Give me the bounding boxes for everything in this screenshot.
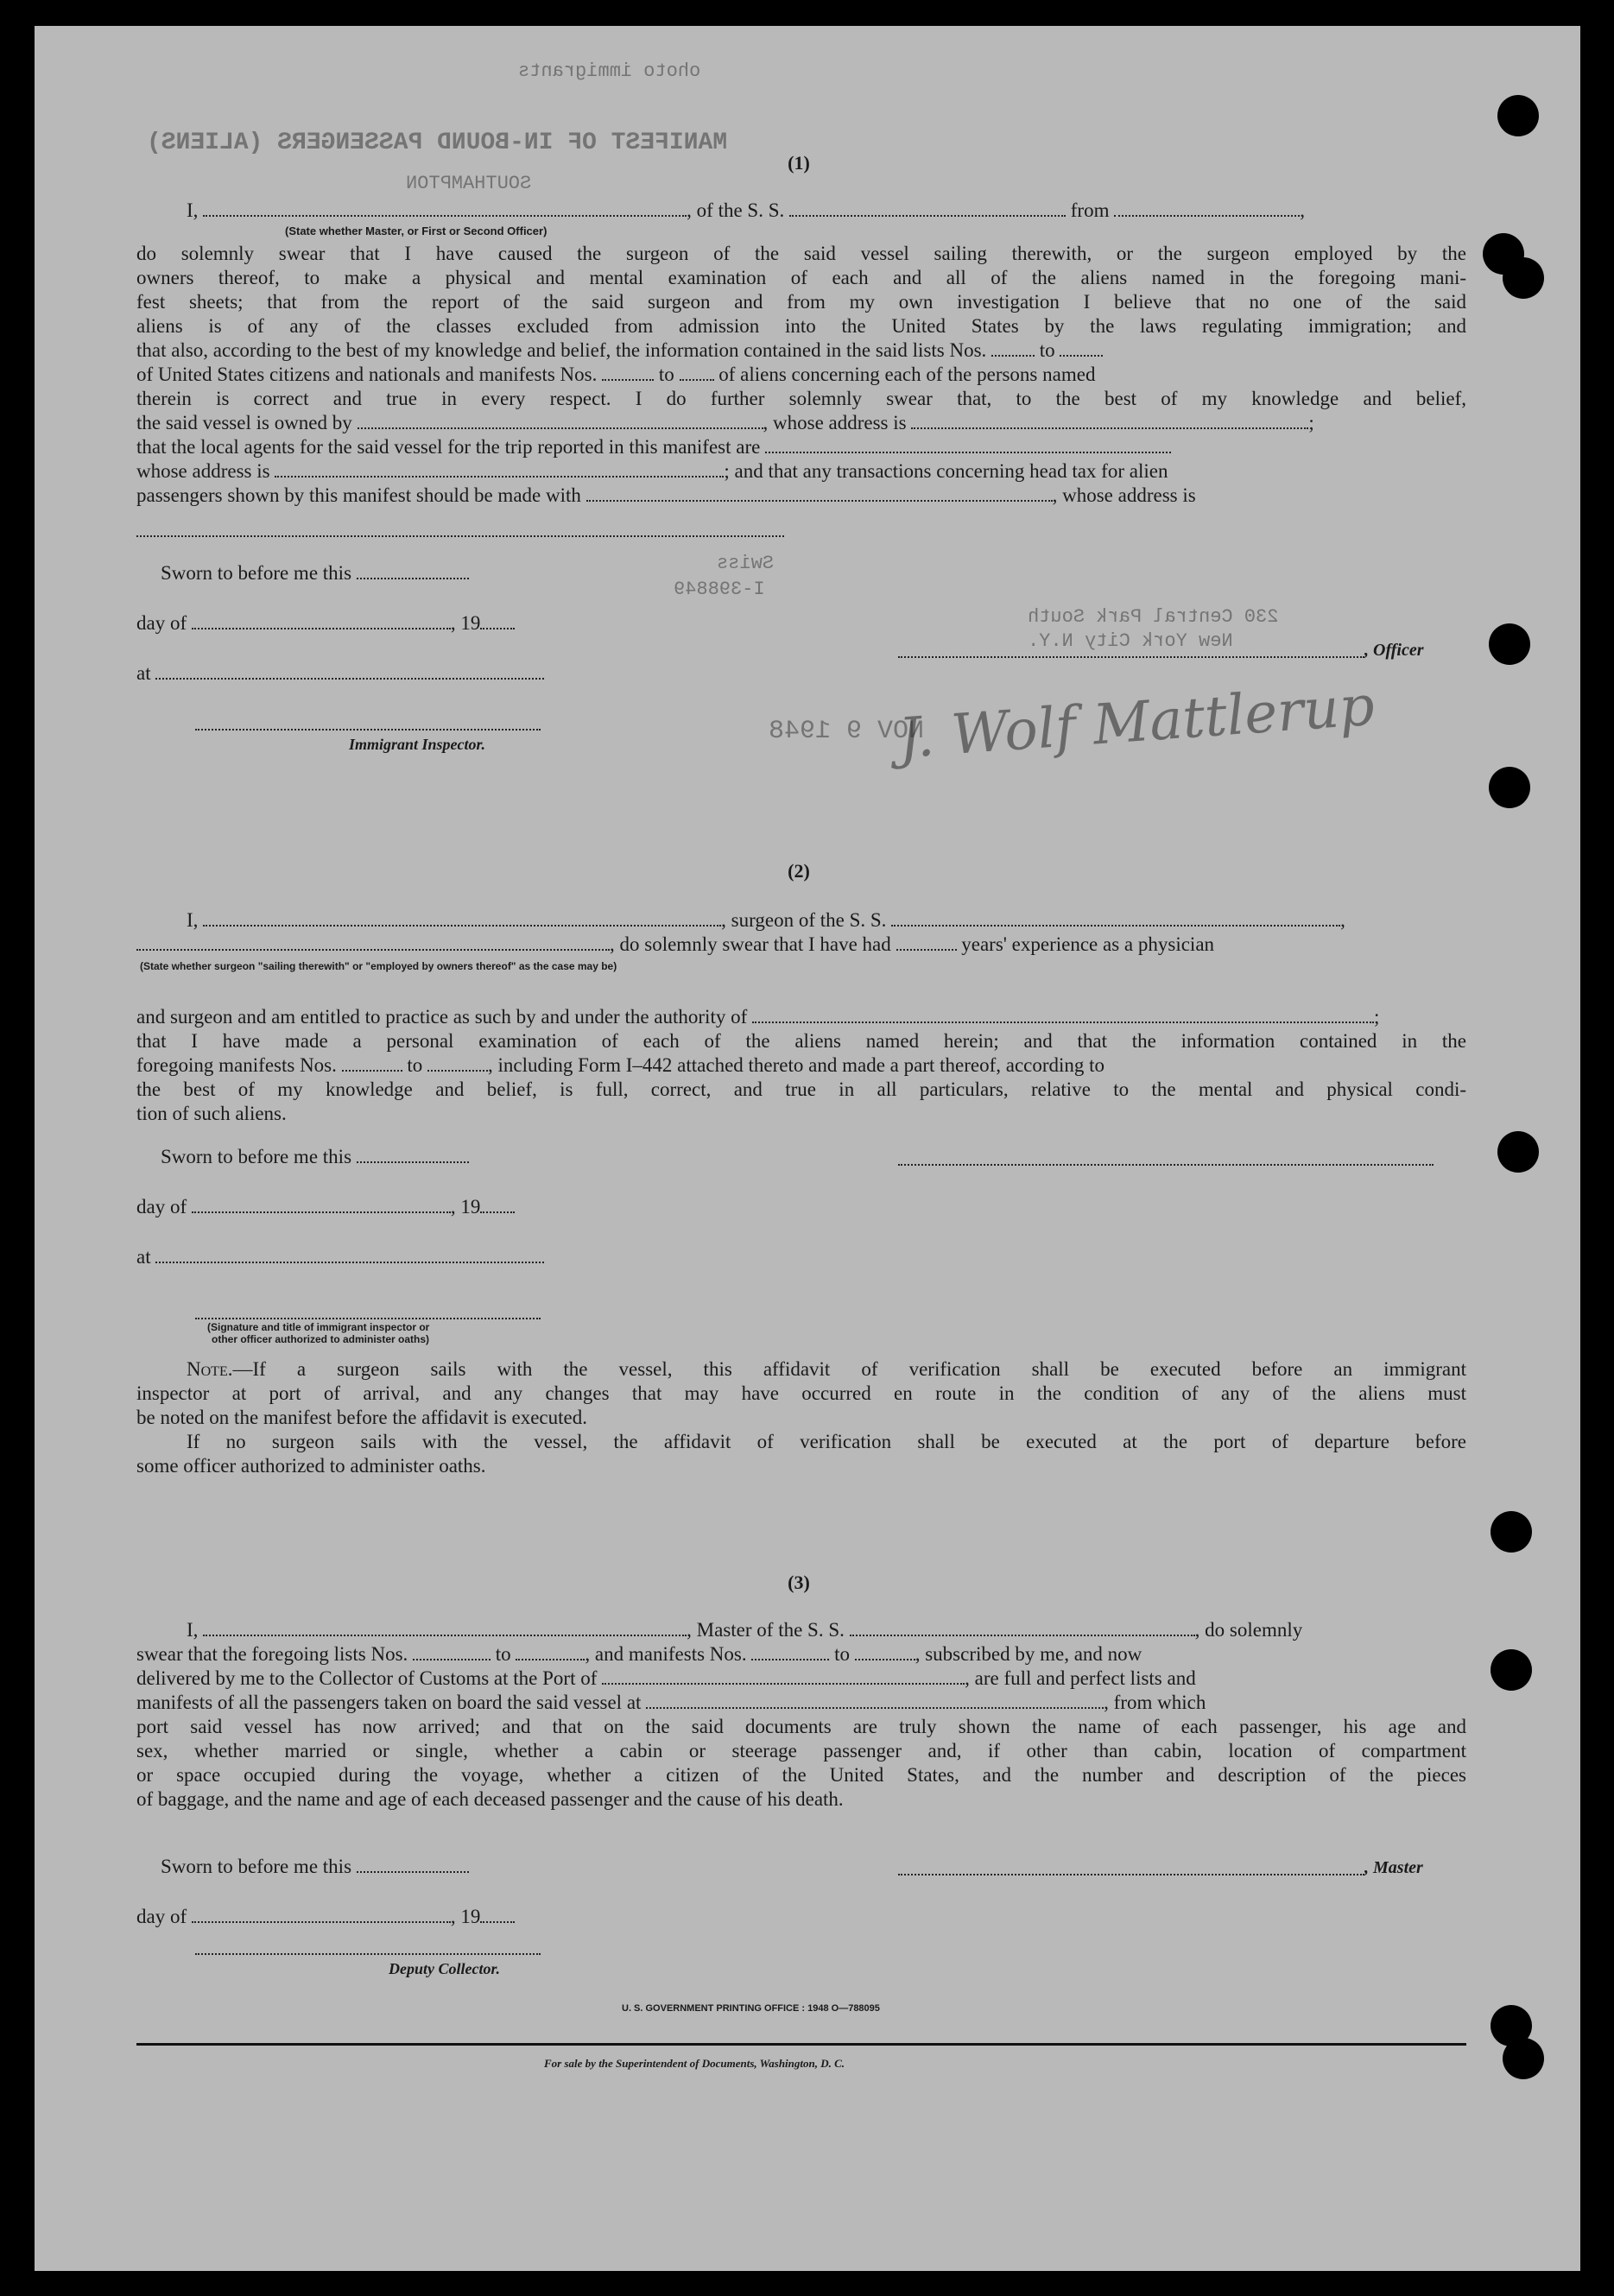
at-place-field[interactable] bbox=[155, 1246, 544, 1263]
day-of-label: day of bbox=[136, 1906, 187, 1927]
solemnly-label: , do solemnly bbox=[1194, 1619, 1303, 1641]
punch-hole bbox=[1489, 623, 1530, 665]
year-field[interactable] bbox=[480, 612, 515, 629]
day-of-label: day of bbox=[136, 1196, 187, 1218]
s3-line bbox=[136, 1667, 1196, 1691]
officer-line: I, , of the S. S. from , bbox=[187, 199, 1305, 221]
s1-line bbox=[136, 338, 1103, 363]
manifests-label: foregoing manifests Nos. bbox=[136, 1054, 337, 1076]
form-label: , including Form I–442 attached thereto and made a part thereof, according to bbox=[488, 1054, 1105, 1076]
sworn-label: Sworn to before me this bbox=[161, 1146, 352, 1167]
punch-hole bbox=[1491, 1649, 1532, 1691]
at-label: at bbox=[136, 662, 151, 684]
manifests-to-field[interactable] bbox=[427, 1054, 488, 1072]
officer-name-field[interactable] bbox=[203, 199, 687, 217]
agents-address-field[interactable] bbox=[275, 460, 724, 478]
section-1-heading: (1) bbox=[788, 152, 810, 174]
to-label: to bbox=[407, 1054, 423, 1076]
note-line: some officer authorized to administer oaths. bbox=[136, 1455, 486, 1477]
inspector-signature-line[interactable] bbox=[195, 729, 541, 731]
of-ss-label: , of the S. S. bbox=[687, 199, 785, 221]
manifests-from-field[interactable] bbox=[751, 1643, 829, 1660]
lists-from-field[interactable] bbox=[413, 1643, 491, 1660]
deputy-signature-line[interactable] bbox=[195, 1953, 541, 1955]
swear-label: , do solemnly swear that I have had bbox=[610, 933, 891, 955]
owner-address-field[interactable] bbox=[911, 412, 1308, 429]
manifests-to-field[interactable] bbox=[680, 364, 714, 381]
address-label: , whose address is bbox=[763, 412, 907, 433]
master-signature-line[interactable] bbox=[898, 1874, 1364, 1875]
s2-line bbox=[136, 1053, 1104, 1078]
show-through-text: 230 Central Park South bbox=[1028, 606, 1279, 628]
port-field[interactable] bbox=[602, 1667, 965, 1685]
footer-rule bbox=[136, 2043, 1466, 2046]
lists-full-label: , are full and perfect lists and bbox=[965, 1667, 1196, 1689]
authority-field[interactable] bbox=[752, 1006, 1374, 1023]
address-continuation-line bbox=[136, 535, 784, 537]
s1-line: aliens is of any of the classes excluded from admission into the United States by the laws regulating immigration; and bbox=[136, 315, 1466, 337]
handwritten-signature: J. Wolf Mattlerup bbox=[896, 674, 1377, 772]
i-label: I, bbox=[187, 199, 199, 221]
at-line bbox=[136, 1245, 544, 1269]
month-field[interactable] bbox=[192, 1906, 451, 1923]
punch-hole bbox=[1497, 95, 1539, 136]
note-line: inspector at port of arrival, and any changes that may have occurred en route in the condition of any of the aliens must bbox=[136, 1382, 1466, 1404]
subscribed-label: , subscribed by me, and now bbox=[915, 1643, 1142, 1665]
at-label: at bbox=[136, 1246, 151, 1268]
surgeon-line bbox=[136, 933, 1214, 957]
ship-name-field[interactable] bbox=[891, 909, 1340, 927]
sworn-date-field[interactable] bbox=[357, 1856, 469, 1873]
section-3-heading: (3) bbox=[788, 1572, 810, 1593]
sworn-line bbox=[161, 561, 469, 585]
year-field[interactable] bbox=[480, 1906, 515, 1923]
to-label: to bbox=[1039, 339, 1055, 361]
head-tax-label: ; and that any transactions concerning head tax for alien bbox=[724, 460, 1168, 482]
at-place-field[interactable] bbox=[155, 662, 544, 680]
punch-hole bbox=[1503, 2038, 1544, 2079]
sworn-label: Sworn to before me this bbox=[161, 562, 352, 584]
master-of-label: , Master of the S. S. bbox=[687, 1619, 845, 1641]
officer-caption: , Officer bbox=[1364, 641, 1424, 660]
to-label: to bbox=[834, 1643, 850, 1665]
authority-label: and surgeon and am entitled to practice as such by and under the authority of bbox=[136, 1006, 748, 1028]
note-text: —If a surgeon sails with the vessel, this affidavit of verification shall be executed before an immigrant bbox=[232, 1358, 1466, 1380]
sworn-line bbox=[161, 1855, 469, 1879]
s1-line: the said vessel is owned by , whose address is ; bbox=[136, 412, 1314, 433]
note-line bbox=[187, 1357, 1466, 1382]
sworn-line bbox=[161, 1145, 469, 1169]
s1-line bbox=[136, 459, 1168, 484]
day-of-line bbox=[136, 611, 515, 636]
owned-by-label: the said vessel is owned by bbox=[136, 412, 352, 433]
at-line bbox=[136, 661, 544, 686]
aliens-label: of aliens concerning each of the persons named bbox=[718, 364, 1096, 385]
from-which-label: , from which bbox=[1104, 1692, 1206, 1713]
day-of-line bbox=[136, 1195, 515, 1219]
surgeon-signature-line[interactable] bbox=[898, 1164, 1434, 1166]
inspector-caption: Immigrant Inspector. bbox=[349, 736, 486, 753]
officer-caption: (State whether Master, or First or Second Officer) bbox=[285, 225, 547, 237]
year-label: , 19 bbox=[450, 1906, 481, 1927]
manifests-from-field[interactable] bbox=[342, 1054, 402, 1072]
show-through-text: I-398849 bbox=[674, 579, 765, 600]
s1-line: owners thereof, to make a physical and mental examination of each and all of the aliens named in the foregoing mani- bbox=[136, 267, 1466, 288]
show-through-text: MANIFEST OF IN-BOUND PASSENGERS (ALIENS) bbox=[147, 130, 728, 156]
local-agents-label: that the local agents for the said vessel for the trip reported in this manifest are bbox=[136, 436, 761, 458]
punch-hole bbox=[1503, 257, 1544, 299]
sworn-date-field[interactable] bbox=[357, 562, 469, 579]
manifests-label: , and manifests Nos. bbox=[585, 1643, 747, 1665]
show-through-text: NOV 9 1948 bbox=[769, 717, 925, 746]
to-label: to bbox=[658, 364, 674, 385]
s1-line: do solemnly swear that I have caused the surgeon of the said vessel sailing therewith, or the surgeon employed by the bbox=[136, 243, 1466, 264]
year-label: , 19 bbox=[450, 612, 481, 634]
month-field[interactable] bbox=[192, 612, 451, 629]
master-caption: , Master bbox=[1364, 1858, 1423, 1877]
s3-line: sex, whether married or single, whether a cabin or steerage passenger and, if other than cabin, location of compartment bbox=[136, 1740, 1466, 1762]
master-line bbox=[187, 1618, 1302, 1642]
officer-signature-line[interactable] bbox=[898, 656, 1364, 658]
lists-from-field[interactable] bbox=[991, 339, 1035, 357]
punch-hole bbox=[1497, 1131, 1539, 1173]
day-of-label: day of bbox=[136, 612, 187, 634]
surgeon-name-field[interactable] bbox=[203, 909, 721, 927]
punch-hole bbox=[1491, 1511, 1532, 1553]
s1-line bbox=[136, 435, 1171, 459]
note-label: Note. bbox=[187, 1358, 233, 1380]
section-2-heading: (2) bbox=[788, 860, 810, 882]
year-label: , 19 bbox=[450, 1196, 481, 1218]
lists-to-field[interactable] bbox=[1060, 339, 1103, 357]
s1-line: fest sheets; that from the report of the said surgeon and from my own investigation I believe that no one of the said bbox=[136, 291, 1466, 313]
show-through-text: SOUTHAMPTON bbox=[406, 173, 532, 194]
years-field[interactable] bbox=[896, 933, 957, 951]
owner-field[interactable] bbox=[358, 412, 763, 429]
s3-line bbox=[136, 1691, 1206, 1715]
manifests-to-field[interactable] bbox=[855, 1643, 915, 1660]
port-label: delivered by me to the Collector of Customs at the Port of bbox=[136, 1667, 598, 1689]
note-line: If no surgeon sails with the vessel, the affidavit of verification shall be executed at the port of departure before bbox=[187, 1431, 1466, 1452]
sworn-label: Sworn to before me this bbox=[161, 1856, 352, 1877]
address-label: , whose address is bbox=[1052, 484, 1196, 506]
show-through-text: New York City N.Y. bbox=[1028, 630, 1233, 652]
sig-caption: (Signature and title of immigrant inspector or bbox=[207, 1321, 430, 1333]
embark-port-field[interactable] bbox=[646, 1692, 1104, 1709]
sworn-date-field[interactable] bbox=[357, 1146, 469, 1163]
surgeon-caption: (State whether surgeon "sailing therewith" or "employed by owners thereof" as the case may be) bbox=[140, 960, 617, 972]
show-through-text: ohoto immigrants bbox=[518, 60, 701, 82]
lists-to-field[interactable] bbox=[516, 1643, 585, 1660]
inspector-signature-line[interactable] bbox=[195, 1318, 541, 1319]
from-label: from bbox=[1070, 199, 1110, 221]
sig-caption: other officer authorized to administer oaths) bbox=[212, 1333, 430, 1345]
note-line: be noted on the manifest before the affidavit is executed. bbox=[136, 1407, 587, 1428]
master-name-field[interactable] bbox=[203, 1619, 687, 1636]
from-port-field[interactable] bbox=[1114, 199, 1300, 217]
manifests-label: of United States citizens and nationals and manifests Nos. bbox=[136, 364, 598, 385]
to-label: to bbox=[495, 1643, 511, 1665]
s1-line bbox=[136, 363, 1095, 387]
i-label: I, bbox=[187, 1619, 199, 1641]
transactions-party-field[interactable] bbox=[586, 484, 1053, 502]
s3-line bbox=[136, 1642, 1142, 1667]
punch-hole bbox=[1489, 767, 1530, 808]
s3-line: port said vessel has now arrived; and that on the said documents are truly shown the name of each passenger, his age and bbox=[136, 1716, 1466, 1737]
i-label: I, bbox=[187, 909, 199, 931]
s3-line: of baggage, and the name and age of each deceased passenger and the cause of his death. bbox=[136, 1788, 844, 1810]
s2-line: the best of my knowledge and belief, is full, correct, and true in all particulars, relative to the mental and physical condi- bbox=[136, 1078, 1466, 1100]
years-label: years' experience as a physician bbox=[961, 933, 1215, 955]
year-field[interactable] bbox=[480, 1196, 515, 1213]
surgeon-line: I, , surgeon of the S. S. , bbox=[187, 909, 1345, 931]
address-label: whose address is bbox=[136, 460, 270, 482]
ship-name-field[interactable] bbox=[789, 199, 1066, 217]
lists-label: that also, according to the best of my knowledge and belief, the information contained in the said lists Nos. bbox=[136, 339, 987, 361]
s2-line: that I have made a personal examination of each of the aliens named herein; and that the information contained in the bbox=[136, 1030, 1466, 1052]
s1-line: therein is correct and true in every respect. I do further solemnly swear that, to the best of my knowledge and belief, bbox=[136, 388, 1466, 409]
surgeon-status-field[interactable] bbox=[136, 933, 610, 951]
lists-label: swear that the foregoing lists Nos. bbox=[136, 1643, 408, 1665]
document-page bbox=[35, 26, 1580, 2271]
manifests-from-field[interactable] bbox=[602, 364, 654, 381]
taken-on-board-label: manifests of all the passengers taken on board the said vessel at bbox=[136, 1692, 642, 1713]
local-agents-field[interactable] bbox=[765, 436, 1171, 453]
day-of-line bbox=[136, 1905, 515, 1929]
for-sale-notice: For sale by the Superintendent of Documents, Washington, D. C. bbox=[544, 2057, 845, 2070]
s2-line: and surgeon and am entitled to practice as such by and under the authority of ; bbox=[136, 1006, 1380, 1028]
transactions-label: passengers shown by this manifest should be made with bbox=[136, 484, 581, 506]
surgeon-of-label: , surgeon of the S. S. bbox=[721, 909, 887, 931]
s1-line bbox=[136, 484, 1196, 508]
ship-name-field[interactable] bbox=[850, 1619, 1195, 1636]
gpo-imprint: U. S. GOVERNMENT PRINTING OFFICE : 1948 O—788095 bbox=[622, 2003, 880, 2014]
deputy-caption: Deputy Collector. bbox=[389, 1960, 500, 1977]
show-through-text: Swiss bbox=[717, 553, 775, 574]
month-field[interactable] bbox=[192, 1196, 451, 1213]
s3-line: or space occupied during the voyage, whether a citizen of the United States, and the number and description of the pieces bbox=[136, 1764, 1466, 1786]
s2-line: tion of such aliens. bbox=[136, 1103, 287, 1124]
